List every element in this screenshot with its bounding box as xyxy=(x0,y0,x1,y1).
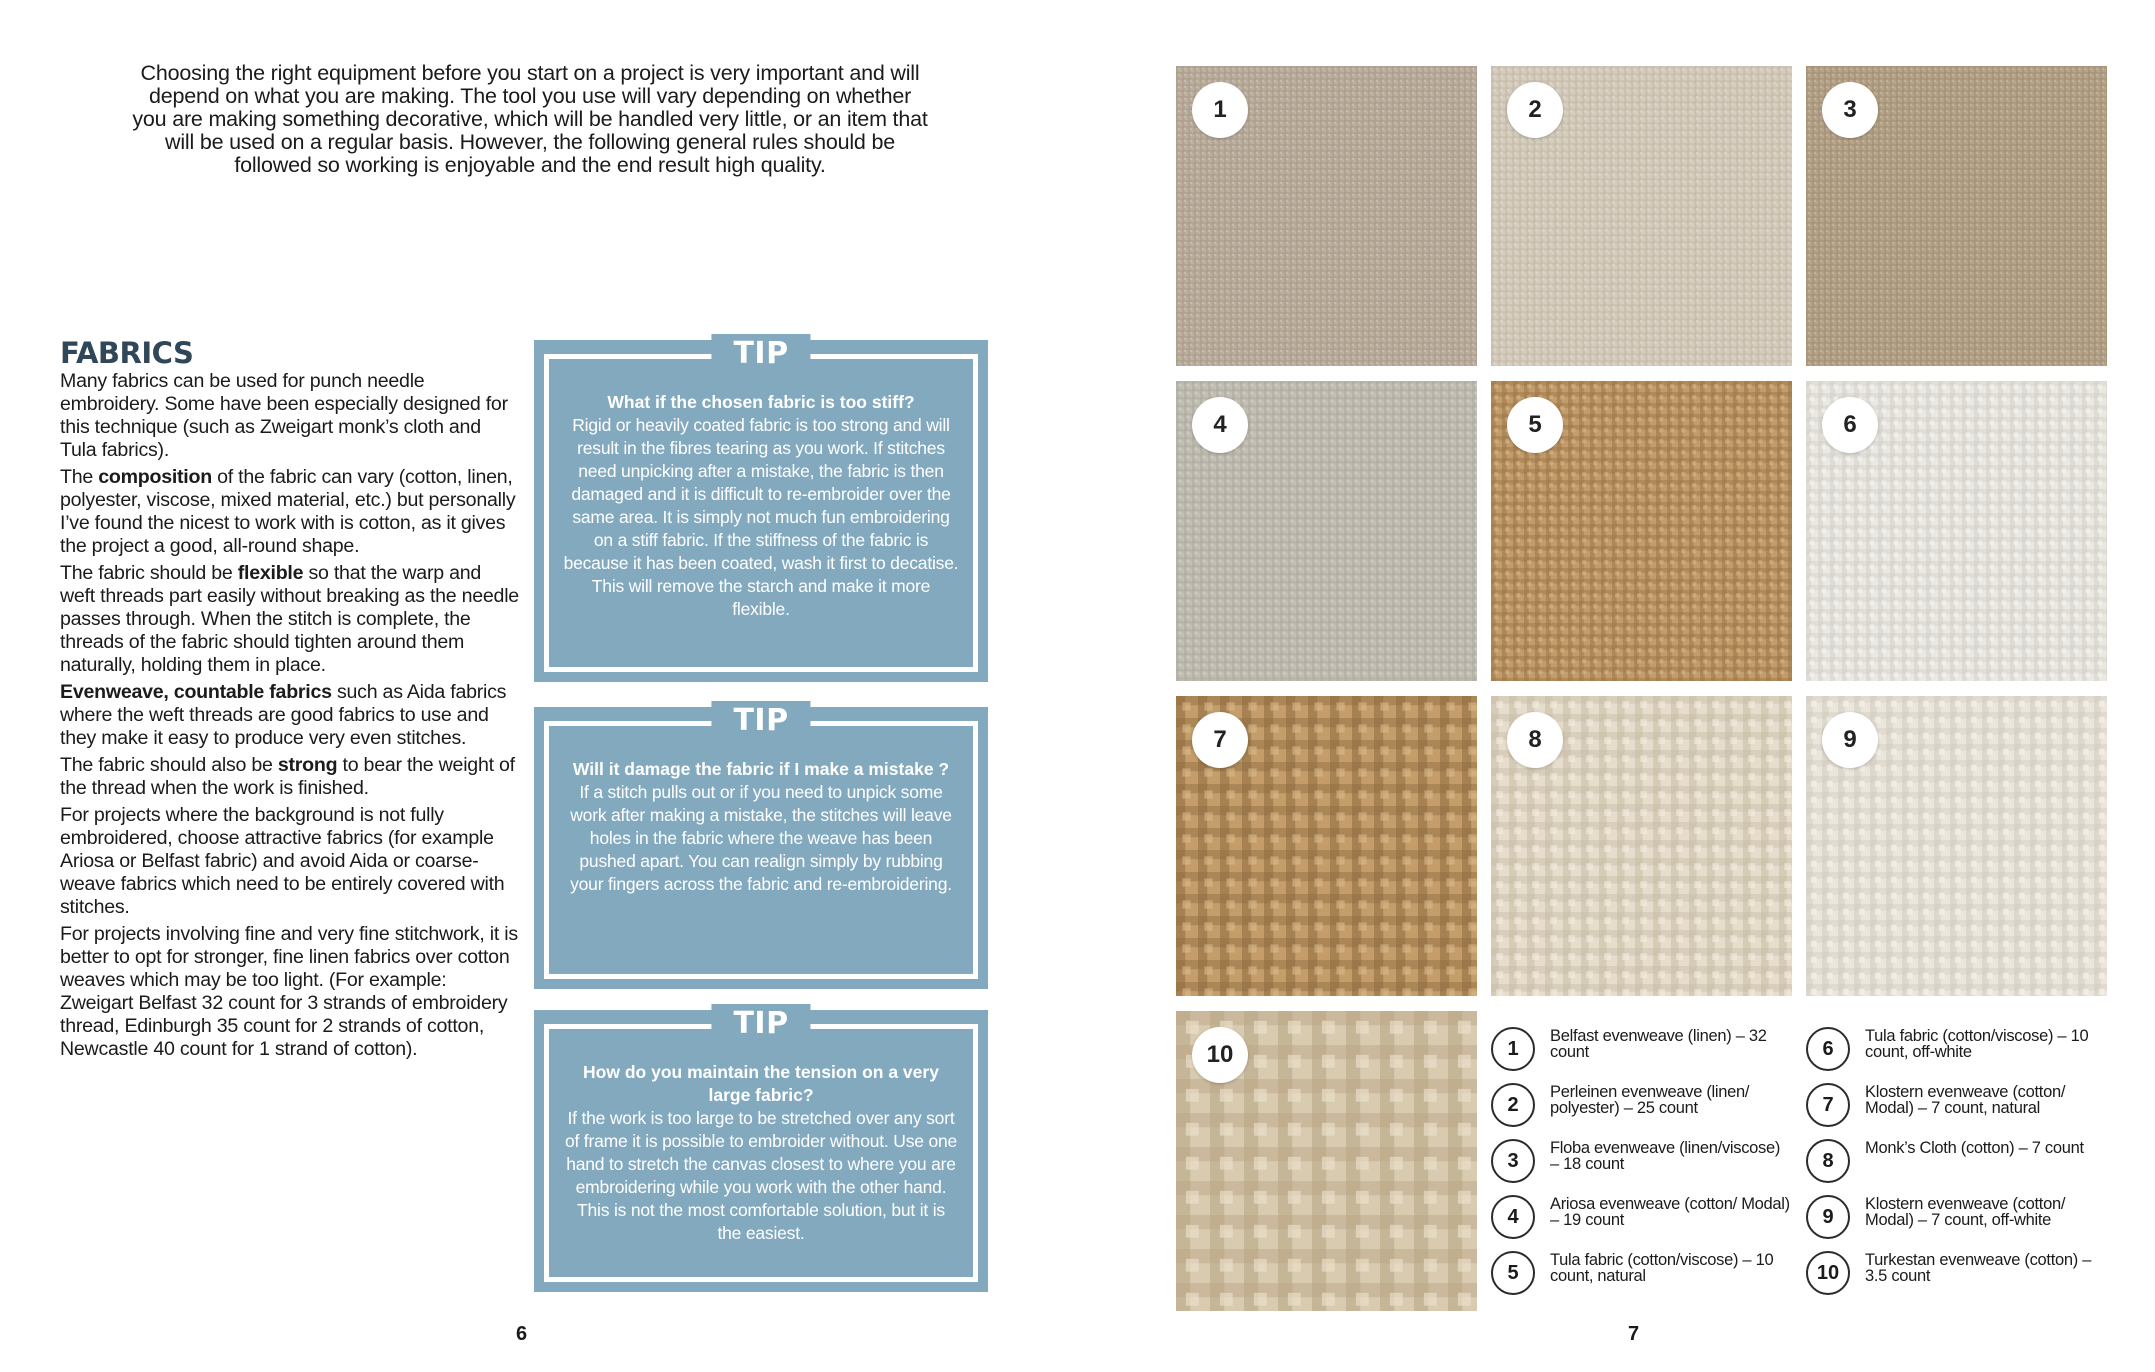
tip-label: TIP xyxy=(711,1004,810,1044)
fabrics-heading: FABRICS xyxy=(60,336,194,370)
legend-number: 9 xyxy=(1806,1195,1850,1239)
legend-number: 6 xyxy=(1806,1027,1850,1071)
swatch-number-badge: 7 xyxy=(1192,712,1248,768)
fabric-swatch-5 xyxy=(1491,381,1792,681)
legend-item-7 xyxy=(1806,1081,2106,1133)
page-number-right: 7 xyxy=(1628,1323,1640,1345)
tip-answer: If a stitch pulls out or if you need to unpick some work after making a mistake, the stitches will leave holes in the fabric where the weave has been pushed apart. You can realign simply by rubbing your fingers across the fabric and re-embroidering. xyxy=(570,782,952,894)
legend-item-2 xyxy=(1491,1081,1791,1133)
swatch-number-badge: 10 xyxy=(1192,1027,1248,1083)
legend-item-1 xyxy=(1491,1025,1791,1077)
swatch-number-badge: 8 xyxy=(1507,712,1563,768)
legend-text: Turkestan evenweave (cotton) – 3.5 count xyxy=(1865,1251,2092,1285)
tip-answer: If the work is too large to be stretched over any sort of frame it is possible to embroider without. Use one hand to stretch the canvas closest to where you are embroidering while you work with the other hand. This is not the most comfortable solution, but it is the easiest. xyxy=(564,1108,958,1243)
swatch-number-badge: 9 xyxy=(1822,712,1878,768)
legend-text: Klostern evenweave (cotton/ Modal) – 7 count, natural xyxy=(1865,1083,2066,1117)
legend-text: Klostern evenweave (cotton/ Modal) – 7 count, off-white xyxy=(1865,1195,2066,1229)
intro-paragraph: Choosing the right equipment before you start on a project is very important and will depend on what you are making. The tool you use will vary depending on whether you are making something decorative, which will be handled very little, or an item that will be used on a regular basis. However, the following general rules should be followed so working is enjoyable and the end result high quality. xyxy=(132,61,928,177)
legend-item-9 xyxy=(1806,1193,2106,1245)
legend-text: Floba evenweave (linen/viscose) – 18 count xyxy=(1550,1139,1781,1173)
fabrics-section xyxy=(60,336,520,1065)
fabrics-paragraph-5: The fabric should also be strong to bear the weight of the thread when the work is finished. xyxy=(60,754,515,799)
page-number-left: 6 xyxy=(516,1323,528,1345)
legend-text: Tula fabric (cotton/viscose) – 10 count, off-white xyxy=(1865,1027,2089,1061)
fabrics-paragraph-3: The fabric should be flexible so that the warp and weft threads part easily without breaking as the needle passes through. When the stitch is complete, the threads of the fabric should tighten around them naturally, holding them in place. xyxy=(60,562,519,676)
legend-number: 8 xyxy=(1806,1139,1850,1183)
swatch-number-badge: 2 xyxy=(1507,82,1563,138)
legend-text: Ariosa evenweave (cotton/ Modal) – 19 count xyxy=(1550,1195,1790,1229)
legend-text: Perleinen evenweave (linen/ polyester) – 25 count xyxy=(1550,1083,1750,1117)
legend-text: Tula fabric (cotton/viscose) – 10 count, natural xyxy=(1550,1251,1774,1285)
legend-item-4 xyxy=(1491,1193,1791,1245)
swatch-number-badge: 6 xyxy=(1822,397,1878,453)
fabric-swatch-1 xyxy=(1176,66,1477,366)
tip-question: What if the chosen fabric is too stiff? xyxy=(607,392,915,412)
tip-box-stiff-fabric xyxy=(534,336,988,682)
right-page xyxy=(1077,0,2155,1372)
tip-label: TIP xyxy=(711,334,810,374)
legend-text: Monk’s Cloth (cotton) – 7 count xyxy=(1865,1139,2084,1157)
legend-number: 3 xyxy=(1491,1139,1535,1183)
legend-number: 10 xyxy=(1806,1251,1850,1295)
legend-text: Belfast evenweave (linen) – 32 count xyxy=(1550,1027,1767,1061)
legend-item-10 xyxy=(1806,1249,2106,1301)
legend-number: 7 xyxy=(1806,1083,1850,1127)
tip-question: How do you maintain the tension on a very large fabric? xyxy=(583,1062,939,1105)
fabrics-paragraph-1: Many fabrics can be used for punch needle embroidery. Some have been especially designed for this technique (such as Zweigart monk’s cloth and Tula fabrics). xyxy=(60,370,508,461)
fabric-swatch-6 xyxy=(1806,381,2107,681)
fabric-swatch-9 xyxy=(1806,696,2107,996)
fabric-swatch-2 xyxy=(1491,66,1792,366)
legend-number: 2 xyxy=(1491,1083,1535,1127)
legend-item-5 xyxy=(1491,1249,1791,1301)
swatch-number-badge: 1 xyxy=(1192,82,1248,138)
fabric-swatch-3 xyxy=(1806,66,2107,366)
tip-label: TIP xyxy=(711,701,810,741)
swatch-number-badge: 4 xyxy=(1192,397,1248,453)
left-page xyxy=(0,0,1077,1372)
fabric-swatch-4 xyxy=(1176,381,1477,681)
legend-item-3 xyxy=(1491,1137,1791,1189)
tip-question: Will it damage the fabric if I make a mistake ? xyxy=(572,759,950,779)
fabrics-paragraph-2: The composition of the fabric can vary (cotton, linen, polyester, viscose, mixed material, etc.) but personally I’ve found the nicest to work with is cotton, as it gives the project a good, all-round shape. xyxy=(60,466,516,557)
fabrics-paragraph-7: For projects involving fine and very fine stitchwork, it is better to opt for stronger, fine linen fabrics over cotton weaves which may be too light. (For example: Zweigart Belfast 32 count for 3 strands of embroidery thread, Edinburgh 35 count for 2 strands of cotton, Newcastle 40 count for 1 strand of cotton). xyxy=(60,923,518,1060)
fabric-swatch-8 xyxy=(1491,696,1792,996)
fabrics-paragraph-6: For projects where the background is not fully embroidered, choose attractive fabrics (for example Ariosa or Belfast fabric) and avoid Aida or coarse-weave fabrics which need to be entirely covered with stitches. xyxy=(60,804,505,918)
tip-box-tension xyxy=(534,1006,988,1292)
fabric-swatch-7 xyxy=(1176,696,1477,996)
fabrics-paragraph-4: Evenweave, countable fabrics such as Aida fabrics where the weft threads are good fabrics to use and they make it easy to produce very even stitches. xyxy=(60,681,507,749)
tip-box-mistake xyxy=(534,703,988,989)
fabric-swatch-10 xyxy=(1176,1011,1477,1311)
legend-item-8 xyxy=(1806,1137,2106,1189)
swatch-number-badge: 5 xyxy=(1507,397,1563,453)
legend-number: 5 xyxy=(1491,1251,1535,1295)
legend-number: 4 xyxy=(1491,1195,1535,1239)
legend-number: 1 xyxy=(1491,1027,1535,1071)
swatch-number-badge: 3 xyxy=(1822,82,1878,138)
tip-answer: Rigid or heavily coated fabric is too strong and will result in the fibres tearing as you work. If stitches need unpicking after a mistake, the fabric is then damaged and it is difficult to re-embroider over the same area. It is simply not much fun embroidering on a stiff fabric. If the stiffness of the fabric is because it has been coated, wash it first to decatise. This will remove the starch and make it more flexible. xyxy=(563,415,959,619)
legend-item-6 xyxy=(1806,1025,2106,1077)
